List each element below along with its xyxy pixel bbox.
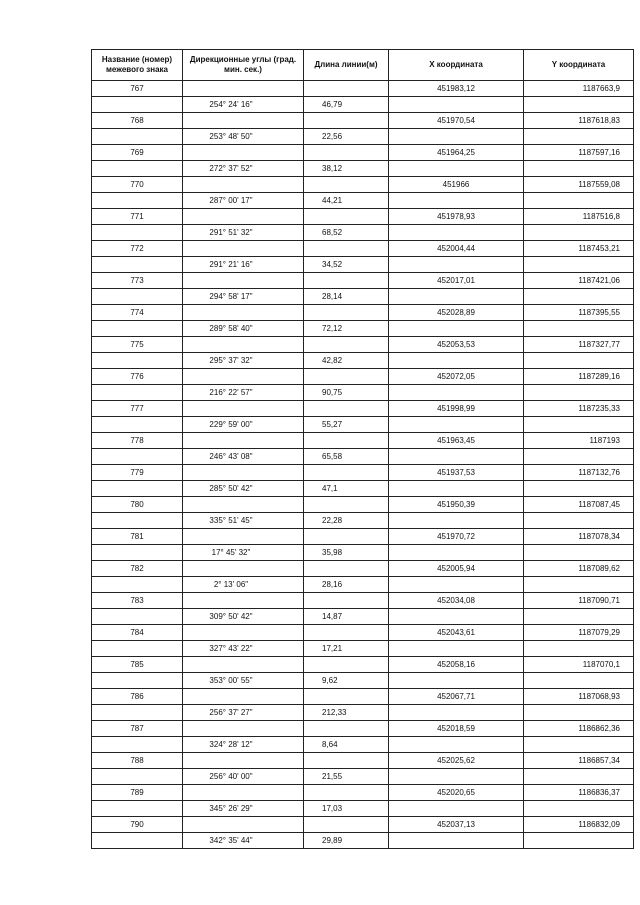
x-coordinate-cell: 452058,16 [389,657,524,673]
empty-cell [183,497,304,513]
mark-name-cell: 776 [92,369,183,385]
table-row [92,785,634,801]
direction-angle-cell: 309° 50' 42" [183,609,304,625]
header-mark-name: Название (номер) межевого знака [92,50,183,81]
empty-cell [389,385,524,401]
mark-name-cell: 770 [92,177,183,193]
direction-angle-cell: 342° 35' 44" [183,833,304,849]
empty-cell [524,193,634,209]
empty-cell [92,449,183,465]
table-row [92,753,634,769]
table-row [92,273,634,289]
empty-cell [389,321,524,337]
empty-cell [183,689,304,705]
direction-angle-cell: 253° 48' 50" [183,129,304,145]
empty-cell [524,833,634,849]
x-coordinate-cell: 452053,53 [389,337,524,353]
direction-angle-cell: 295° 37' 32" [183,353,304,369]
x-coordinate-cell: 452072,05 [389,369,524,385]
y-coordinate-cell: 1187193 [524,433,634,449]
empty-cell [524,449,634,465]
direction-angle-cell: 289° 58' 40" [183,321,304,337]
y-coordinate-cell: 1186857,34 [524,753,634,769]
x-coordinate-cell: 452028,89 [389,305,524,321]
header-x: X координата [389,50,524,81]
x-coordinate-cell: 452017,01 [389,273,524,289]
empty-cell [389,289,524,305]
y-coordinate-cell: 1187421,06 [524,273,634,289]
table-row [92,721,634,737]
empty-cell [183,465,304,481]
line-length-cell: 28,14 [304,289,389,305]
table-row [92,385,634,401]
y-coordinate-cell: 1187132,76 [524,465,634,481]
y-coordinate-cell: 1187395,55 [524,305,634,321]
table-row [92,833,634,849]
empty-cell [389,801,524,817]
empty-cell [304,241,389,257]
empty-cell [183,305,304,321]
table-row [92,481,634,497]
coordinates-table [91,49,634,849]
line-length-cell: 8,64 [304,737,389,753]
mark-name-cell: 785 [92,657,183,673]
y-coordinate-cell: 1187235,33 [524,401,634,417]
empty-cell [524,769,634,785]
direction-angle-cell: 353° 00' 55" [183,673,304,689]
empty-cell [183,593,304,609]
mark-name-cell: 787 [92,721,183,737]
empty-cell [92,97,183,113]
empty-cell [389,833,524,849]
line-length-cell: 22,56 [304,129,389,145]
empty-cell [304,145,389,161]
empty-cell [92,129,183,145]
table-row [92,497,634,513]
table-row [92,177,634,193]
empty-cell [524,609,634,625]
line-length-cell: 46,79 [304,97,389,113]
table-row [92,97,634,113]
direction-angle-cell: 17° 45' 32" [183,545,304,561]
y-coordinate-cell: 1187559,08 [524,177,634,193]
y-coordinate-cell: 1187327,77 [524,337,634,353]
line-length-cell: 47,1 [304,481,389,497]
mark-name-cell: 781 [92,529,183,545]
x-coordinate-cell: 452043,61 [389,625,524,641]
table-row [92,641,634,657]
empty-cell [389,225,524,241]
table-row [92,769,634,785]
empty-cell [92,673,183,689]
table-row [92,321,634,337]
mark-name-cell: 784 [92,625,183,641]
header-row [92,50,634,81]
table-row [92,129,634,145]
line-length-cell: 17,21 [304,641,389,657]
empty-cell [304,337,389,353]
table-row [92,353,634,369]
empty-cell [304,657,389,673]
empty-cell [183,625,304,641]
empty-cell [92,769,183,785]
empty-cell [304,369,389,385]
direction-angle-cell: 285° 50' 42" [183,481,304,497]
line-length-cell: 34,52 [304,257,389,273]
empty-cell [304,305,389,321]
direction-angle-cell: 272° 37' 52" [183,161,304,177]
empty-cell [92,193,183,209]
empty-cell [183,721,304,737]
empty-cell [304,593,389,609]
mark-name-cell: 773 [92,273,183,289]
empty-cell [524,801,634,817]
x-coordinate-cell: 452034,08 [389,593,524,609]
empty-cell [524,673,634,689]
x-coordinate-cell: 451970,54 [389,113,524,129]
x-coordinate-cell: 451950,39 [389,497,524,513]
empty-cell [92,513,183,529]
mark-name-cell: 771 [92,209,183,225]
direction-angle-cell: 327° 43' 22" [183,641,304,657]
empty-cell [304,785,389,801]
table-row [92,241,634,257]
mark-name-cell: 780 [92,497,183,513]
mark-name-cell: 778 [92,433,183,449]
empty-cell [304,113,389,129]
table-row [92,801,634,817]
table-row [92,673,634,689]
table-row [92,817,634,833]
table-row [92,81,634,97]
x-coordinate-cell: 452025,62 [389,753,524,769]
empty-cell [92,641,183,657]
y-coordinate-cell: 1187087,45 [524,497,634,513]
empty-cell [183,657,304,673]
x-coordinate-cell: 451963,45 [389,433,524,449]
y-coordinate-cell: 1187516,8 [524,209,634,225]
x-coordinate-cell: 452067,71 [389,689,524,705]
table-row [92,449,634,465]
x-coordinate-cell: 451998,99 [389,401,524,417]
direction-angle-cell: 294° 58' 17" [183,289,304,305]
empty-cell [92,161,183,177]
empty-cell [524,257,634,273]
mark-name-cell: 789 [92,785,183,801]
empty-cell [524,705,634,721]
empty-cell [389,737,524,753]
empty-cell [304,529,389,545]
line-length-cell: 90,75 [304,385,389,401]
empty-cell [183,273,304,289]
direction-angle-cell: 246° 43' 08" [183,449,304,465]
line-length-cell: 68,52 [304,225,389,241]
empty-cell [389,161,524,177]
empty-cell [183,113,304,129]
line-length-cell: 65,58 [304,449,389,465]
table-row [92,433,634,449]
table-row [92,545,634,561]
empty-cell [92,801,183,817]
empty-cell [524,641,634,657]
empty-cell [304,753,389,769]
y-coordinate-cell: 1186862,36 [524,721,634,737]
direction-angle-cell: 256° 40' 00" [183,769,304,785]
table-row [92,737,634,753]
direction-angle-cell: 256° 37' 27" [183,705,304,721]
empty-cell [524,385,634,401]
header-length: Длина линии(м) [304,50,389,81]
x-coordinate-cell: 451970,72 [389,529,524,545]
y-coordinate-cell: 1187068,93 [524,689,634,705]
line-length-cell: 9,62 [304,673,389,689]
empty-cell [304,817,389,833]
empty-cell [304,721,389,737]
direction-angle-cell: 287° 00' 17" [183,193,304,209]
empty-cell [304,177,389,193]
empty-cell [389,577,524,593]
table-row [92,561,634,577]
direction-angle-cell: 291° 21' 16" [183,257,304,273]
table-row [92,401,634,417]
table-row [92,113,634,129]
y-coordinate-cell: 1187089,62 [524,561,634,577]
x-coordinate-cell: 451964,25 [389,145,524,161]
empty-cell [304,689,389,705]
direction-angle-cell: 345° 26' 29" [183,801,304,817]
line-length-cell: 55,27 [304,417,389,433]
y-coordinate-cell: 1187090,71 [524,593,634,609]
empty-cell [183,785,304,801]
direction-angle-cell: 254° 24' 16" [183,97,304,113]
mark-name-cell: 775 [92,337,183,353]
empty-cell [524,545,634,561]
empty-cell [304,273,389,289]
x-coordinate-cell: 452018,59 [389,721,524,737]
empty-cell [524,225,634,241]
empty-cell [389,545,524,561]
empty-cell [524,97,634,113]
empty-cell [524,577,634,593]
direction-angle-cell: 335° 51' 45" [183,513,304,529]
empty-cell [524,321,634,337]
header-angles: Дирекционные углы (град. мин. сек.) [183,50,304,81]
empty-cell [389,513,524,529]
empty-cell [524,129,634,145]
table-row [92,225,634,241]
boundary-coordinates-document [91,49,633,849]
line-length-cell: 28,16 [304,577,389,593]
table-row [92,305,634,321]
empty-cell [389,417,524,433]
header-y: Y координата [524,50,634,81]
table-row [92,161,634,177]
empty-cell [304,81,389,97]
empty-cell [92,321,183,337]
empty-cell [389,609,524,625]
direction-angle-cell: 291° 51' 32" [183,225,304,241]
y-coordinate-cell: 1186836,37 [524,785,634,801]
y-coordinate-cell: 1186832,09 [524,817,634,833]
empty-cell [389,193,524,209]
mark-name-cell: 783 [92,593,183,609]
table-row [92,705,634,721]
y-coordinate-cell: 1187453,21 [524,241,634,257]
line-length-cell: 22,28 [304,513,389,529]
mark-name-cell: 779 [92,465,183,481]
empty-cell [183,529,304,545]
line-length-cell: 72,12 [304,321,389,337]
y-coordinate-cell: 1187078,34 [524,529,634,545]
empty-cell [183,401,304,417]
empty-cell [92,481,183,497]
empty-cell [304,625,389,641]
table-row [92,145,634,161]
y-coordinate-cell: 1187079,29 [524,625,634,641]
mark-name-cell: 790 [92,817,183,833]
table-row [92,289,634,305]
empty-cell [524,737,634,753]
empty-cell [304,497,389,513]
empty-cell [183,753,304,769]
mark-name-cell: 782 [92,561,183,577]
empty-cell [92,257,183,273]
line-length-cell: 212,33 [304,705,389,721]
empty-cell [389,97,524,113]
empty-cell [389,129,524,145]
empty-cell [304,401,389,417]
line-length-cell: 38,12 [304,161,389,177]
table-row [92,593,634,609]
empty-cell [183,433,304,449]
y-coordinate-cell: 1187663,9 [524,81,634,97]
x-coordinate-cell: 452004,44 [389,241,524,257]
table-row [92,577,634,593]
x-coordinate-cell: 452020,65 [389,785,524,801]
empty-cell [389,769,524,785]
x-coordinate-cell: 451978,93 [389,209,524,225]
empty-cell [92,353,183,369]
empty-cell [183,145,304,161]
table-row [92,657,634,673]
x-coordinate-cell: 451966 [389,177,524,193]
table-row [92,369,634,385]
direction-angle-cell: 229° 59' 00" [183,417,304,433]
empty-cell [524,513,634,529]
empty-cell [92,385,183,401]
line-length-cell: 42,82 [304,353,389,369]
empty-cell [524,481,634,497]
table-row [92,689,634,705]
y-coordinate-cell: 1187289,16 [524,369,634,385]
table-row [92,529,634,545]
table-row [92,465,634,481]
direction-angle-cell: 216° 22' 57" [183,385,304,401]
x-coordinate-cell: 452005,94 [389,561,524,577]
table-row [92,209,634,225]
y-coordinate-cell: 1187070,1 [524,657,634,673]
mark-name-cell: 777 [92,401,183,417]
empty-cell [92,289,183,305]
empty-cell [389,481,524,497]
empty-cell [389,449,524,465]
empty-cell [183,241,304,257]
direction-angle-cell: 324° 28' 12" [183,737,304,753]
empty-cell [389,257,524,273]
mark-name-cell: 772 [92,241,183,257]
line-length-cell: 29,89 [304,833,389,849]
table-row [92,193,634,209]
mark-name-cell: 774 [92,305,183,321]
x-coordinate-cell: 452037,13 [389,817,524,833]
empty-cell [183,561,304,577]
empty-cell [92,737,183,753]
empty-cell [92,577,183,593]
table-row [92,337,634,353]
empty-cell [92,705,183,721]
empty-cell [389,353,524,369]
empty-cell [92,545,183,561]
empty-cell [304,561,389,577]
x-coordinate-cell: 451937,53 [389,465,524,481]
empty-cell [183,209,304,225]
empty-cell [92,417,183,433]
table-row [92,609,634,625]
mark-name-cell: 786 [92,689,183,705]
y-coordinate-cell: 1187618,83 [524,113,634,129]
mark-name-cell: 788 [92,753,183,769]
empty-cell [524,417,634,433]
table-body [92,81,634,849]
table-row [92,417,634,433]
empty-cell [389,673,524,689]
empty-cell [304,433,389,449]
empty-cell [183,337,304,353]
empty-cell [183,369,304,385]
mark-name-cell: 769 [92,145,183,161]
empty-cell [183,81,304,97]
empty-cell [524,161,634,177]
line-length-cell: 14,87 [304,609,389,625]
empty-cell [183,177,304,193]
y-coordinate-cell: 1187597,16 [524,145,634,161]
line-length-cell: 44,21 [304,193,389,209]
empty-cell [524,289,634,305]
table-row [92,257,634,273]
mark-name-cell: 768 [92,113,183,129]
line-length-cell: 35,98 [304,545,389,561]
table-row [92,625,634,641]
empty-cell [92,225,183,241]
empty-cell [304,465,389,481]
empty-cell [304,209,389,225]
empty-cell [92,833,183,849]
empty-cell [389,705,524,721]
empty-cell [183,817,304,833]
x-coordinate-cell: 451983,12 [389,81,524,97]
empty-cell [92,609,183,625]
line-length-cell: 17,03 [304,801,389,817]
direction-angle-cell: 2° 13' 06" [183,577,304,593]
empty-cell [389,641,524,657]
table-row [92,513,634,529]
empty-cell [524,353,634,369]
line-length-cell: 21,55 [304,769,389,785]
mark-name-cell: 767 [92,81,183,97]
